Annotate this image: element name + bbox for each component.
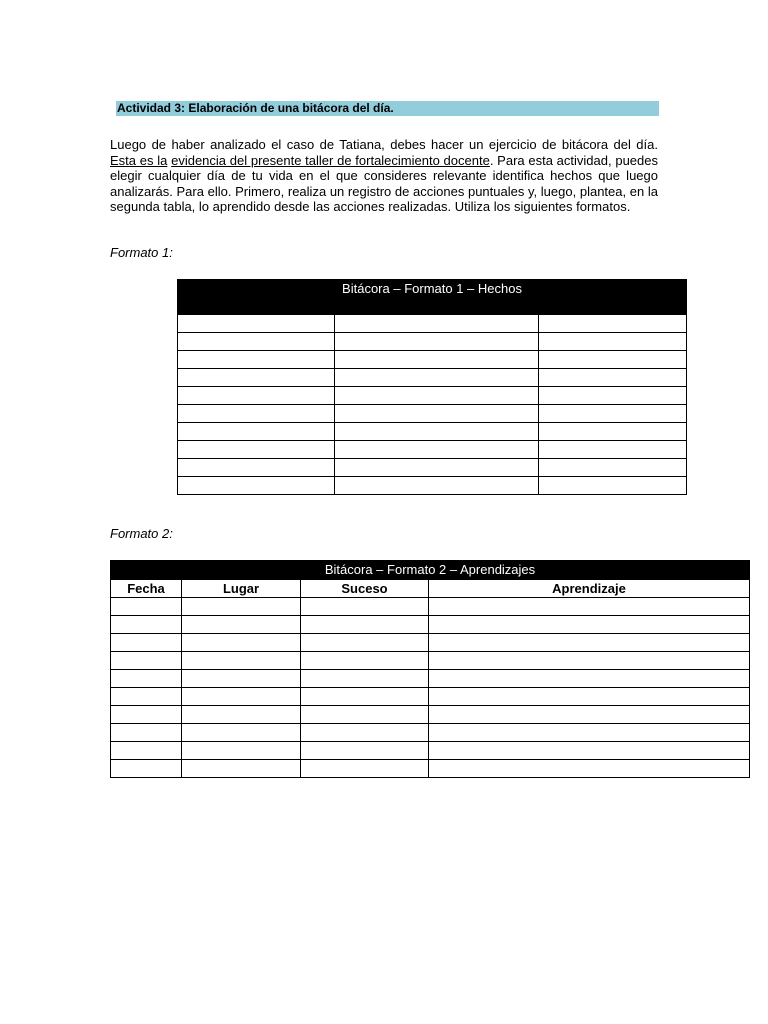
table-row — [111, 724, 750, 742]
intro-underlined-phrase-2: evidencia del presente taller de fortalecimiento docente — [171, 152, 490, 168]
table-cell[interactable] — [429, 652, 750, 670]
table-cell[interactable] — [182, 616, 301, 634]
table-cell[interactable] — [178, 477, 335, 495]
table-row — [111, 652, 750, 670]
format2-table — [110, 560, 750, 778]
format2-label: Formato 2: — [110, 526, 173, 541]
table-cell[interactable] — [182, 760, 301, 778]
table-cell[interactable] — [429, 616, 750, 634]
table-cell[interactable] — [335, 315, 539, 333]
table-row — [178, 351, 687, 369]
table-cell[interactable] — [335, 423, 539, 441]
table-cell[interactable] — [111, 652, 182, 670]
table-cell[interactable] — [539, 333, 687, 351]
column-header-fecha: Fecha — [111, 580, 182, 598]
table-cell[interactable] — [335, 369, 539, 387]
table-cell[interactable] — [539, 423, 687, 441]
table-cell[interactable] — [301, 724, 429, 742]
table-row — [178, 315, 687, 333]
table-row — [178, 387, 687, 405]
table-cell[interactable] — [111, 616, 182, 634]
table-cell[interactable] — [111, 688, 182, 706]
table-cell[interactable] — [539, 477, 687, 495]
table-row — [178, 459, 687, 477]
table-cell[interactable] — [182, 652, 301, 670]
table-cell[interactable] — [111, 706, 182, 724]
table-cell[interactable] — [539, 459, 687, 477]
table-row — [178, 369, 687, 387]
table-cell[interactable] — [301, 742, 429, 760]
table-cell[interactable] — [335, 459, 539, 477]
table-cell[interactable] — [111, 634, 182, 652]
table-cell[interactable] — [335, 351, 539, 369]
table-cell[interactable] — [301, 760, 429, 778]
format2-table-title: Bitácora – Formato 2 – Aprendizajes — [111, 561, 750, 580]
table-cell[interactable] — [539, 315, 687, 333]
table-cell[interactable] — [178, 441, 335, 459]
table-cell[interactable] — [178, 387, 335, 405]
column-header-aprendizaje: Aprendizaje — [429, 580, 750, 598]
table-cell[interactable] — [111, 670, 182, 688]
table-cell[interactable] — [539, 405, 687, 423]
table-row — [111, 616, 750, 634]
table-cell[interactable] — [301, 616, 429, 634]
column-header-lugar: Lugar — [182, 580, 301, 598]
format1-table — [177, 279, 687, 495]
table-cell[interactable] — [429, 670, 750, 688]
table-cell[interactable] — [301, 688, 429, 706]
table-row — [111, 670, 750, 688]
table-cell[interactable] — [429, 724, 750, 742]
table-row — [178, 405, 687, 423]
table-cell[interactable] — [301, 706, 429, 724]
intro-text-start: Luego de haber analizado el caso de Tatiana, debes hacer un ejercicio de bitácora del día. — [110, 137, 658, 152]
table-cell[interactable] — [335, 333, 539, 351]
table-cell[interactable] — [111, 760, 182, 778]
table-cell[interactable] — [182, 598, 301, 616]
table-cell[interactable] — [429, 598, 750, 616]
table-cell[interactable] — [335, 405, 539, 423]
table-cell[interactable] — [335, 441, 539, 459]
table-cell[interactable] — [111, 724, 182, 742]
intro-paragraph — [110, 137, 658, 215]
table-row — [111, 760, 750, 778]
table-cell[interactable] — [539, 441, 687, 459]
table-cell[interactable] — [178, 423, 335, 441]
table-cell[interactable] — [301, 670, 429, 688]
table-cell[interactable] — [182, 634, 301, 652]
table-cell[interactable] — [539, 351, 687, 369]
table-row — [178, 333, 687, 351]
activity-heading: Actividad 3: Elaboración de una bitácora del día. — [116, 101, 659, 116]
table-cell[interactable] — [429, 760, 750, 778]
table-cell[interactable] — [539, 387, 687, 405]
table-cell[interactable] — [335, 387, 539, 405]
table-cell[interactable] — [335, 477, 539, 495]
table-cell[interactable] — [182, 706, 301, 724]
table-cell[interactable] — [429, 706, 750, 724]
table-cell[interactable] — [178, 459, 335, 477]
table-cell[interactable] — [301, 634, 429, 652]
table-cell[interactable] — [301, 652, 429, 670]
table-cell[interactable] — [182, 724, 301, 742]
table-cell[interactable] — [111, 598, 182, 616]
table-row — [111, 634, 750, 652]
table-row — [111, 688, 750, 706]
table-row — [178, 441, 687, 459]
table-row — [111, 706, 750, 724]
table-cell[interactable] — [429, 742, 750, 760]
table-row — [178, 423, 687, 441]
table-cell[interactable] — [429, 634, 750, 652]
table-cell[interactable] — [182, 670, 301, 688]
table-cell[interactable] — [539, 369, 687, 387]
intro-underlined-phrase-1: Esta es la — [110, 152, 168, 168]
column-header-suceso: Suceso — [301, 580, 429, 598]
table-cell[interactable] — [178, 369, 335, 387]
table-cell[interactable] — [178, 351, 335, 369]
table-cell[interactable] — [182, 742, 301, 760]
format1-table-title: Bitácora – Formato 1 – Hechos — [178, 280, 687, 315]
table-cell[interactable] — [178, 333, 335, 351]
table-cell[interactable] — [429, 688, 750, 706]
table-cell[interactable] — [111, 742, 182, 760]
table-cell[interactable] — [301, 598, 429, 616]
table-row — [178, 477, 687, 495]
table-row — [111, 598, 750, 616]
intro-text-end: . Para esta actividad, puedes elegir cualquier día de tu vida en el que consideres relevante identifica hechos que luego analizarás. Para ello. Primero, realiza un registro de acciones puntuales y, luego, plantea, en la segunda tabla, lo aprendido desde las acciones realizadas. Utiliza los siguientes formatos. — [110, 152, 658, 215]
format1-label: Formato 1: — [110, 245, 173, 260]
table-cell[interactable] — [182, 688, 301, 706]
table-row — [111, 742, 750, 760]
table-cell[interactable] — [178, 315, 335, 333]
table-cell[interactable] — [178, 405, 335, 423]
